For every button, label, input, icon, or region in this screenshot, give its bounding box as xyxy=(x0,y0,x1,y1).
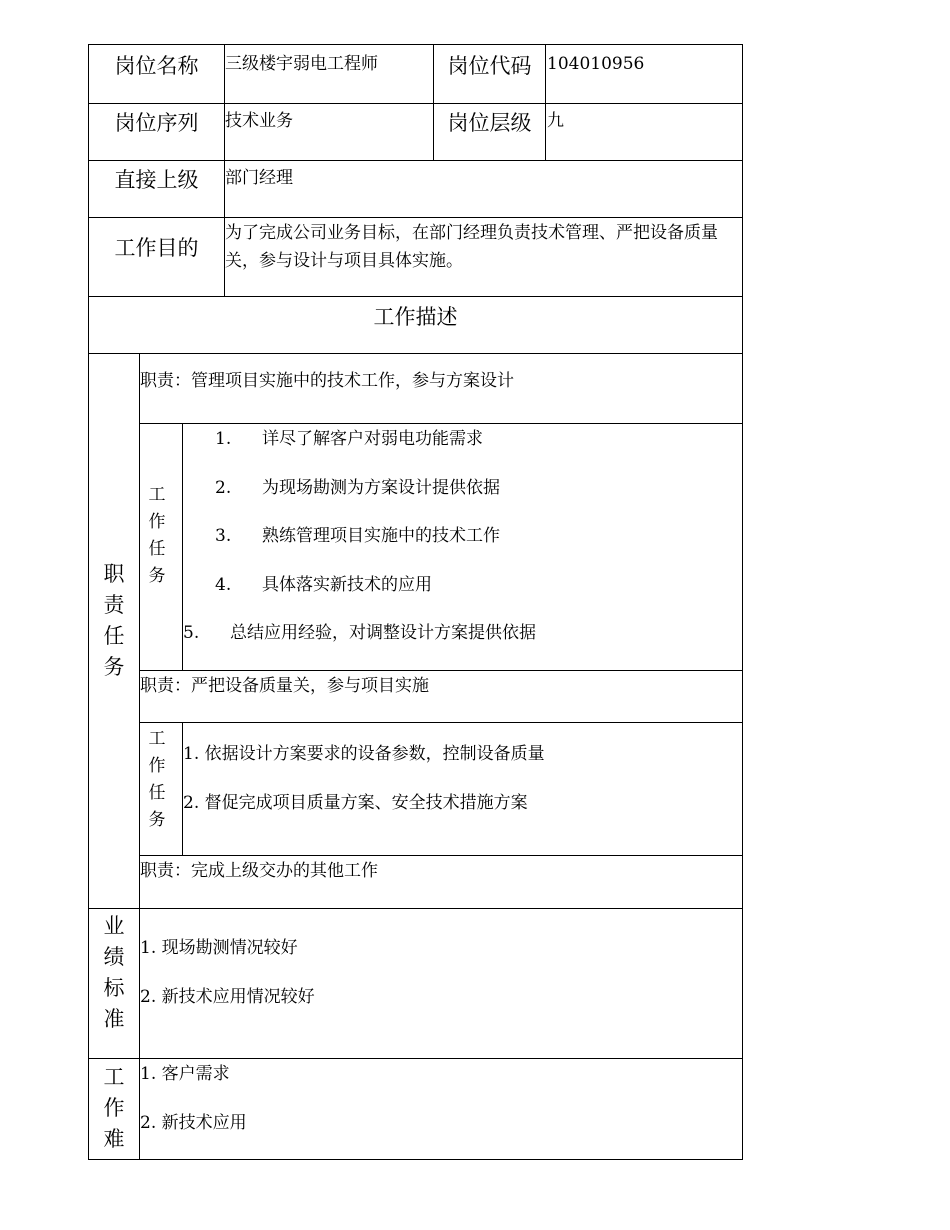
supervisor-label: 直接上级 xyxy=(114,168,199,192)
grid-line xyxy=(88,908,743,909)
position-level-label: 岗位层级 xyxy=(447,111,532,135)
duty1-task-text: 具体落实新技术的应用 xyxy=(262,575,432,595)
duty1-task-label: 工 作 任 务 xyxy=(148,485,166,586)
difficulty-label: 工 作 难 xyxy=(103,1065,125,1151)
grid-line xyxy=(139,423,743,424)
grid-line xyxy=(742,44,743,1160)
grid-line xyxy=(88,1159,743,1160)
duty1-task-num: 5. xyxy=(183,623,200,643)
position-name-value: 三级楼宇弱电工程师 xyxy=(225,54,378,74)
position-series-label: 岗位序列 xyxy=(114,111,199,135)
duty1-task-num: 2. xyxy=(215,478,232,498)
grid-line xyxy=(88,217,743,218)
performance-item: 1. 现场勘测情况较好 xyxy=(140,938,298,958)
position-series-value: 技术业务 xyxy=(225,111,293,131)
duty1-task-num: 3. xyxy=(215,526,232,546)
difficulty-item: 1. 客户需求 xyxy=(140,1064,230,1084)
duty1-task-text: 详尽了解客户对弱电功能需求 xyxy=(262,429,483,449)
duty1-task-num: 1. xyxy=(215,429,232,449)
duty2-title: 职责：严把设备质量关，参与项目实施 xyxy=(140,676,429,696)
duty1-task-text: 为现场勘测为方案设计提供依据 xyxy=(262,478,500,498)
description-title: 工作描述 xyxy=(373,305,458,329)
grid-line xyxy=(88,44,743,45)
position-level-value: 九 xyxy=(547,111,564,131)
purpose-label: 工作目的 xyxy=(114,236,199,260)
grid-line xyxy=(88,353,743,354)
duties-label: 职 责 任 务 xyxy=(103,562,125,679)
duty1-title: 职责：管理项目实施中的技术工作，参与方案设计 xyxy=(140,371,514,391)
grid-line xyxy=(139,855,743,856)
duty1-task-text: 熟练管理项目实施中的技术工作 xyxy=(262,526,500,546)
grid-line xyxy=(88,44,89,1160)
position-name-label: 岗位名称 xyxy=(114,54,199,78)
supervisor-value: 部门经理 xyxy=(225,168,293,188)
grid-line xyxy=(545,44,546,161)
duty3-title: 职责：完成上级交办的其他工作 xyxy=(140,861,378,881)
grid-line xyxy=(139,670,743,671)
grid-line xyxy=(88,160,743,161)
performance-item: 2. 新技术应用情况较好 xyxy=(140,987,315,1007)
difficulty-item: 2. 新技术应用 xyxy=(140,1113,247,1133)
purpose-value: 为了完成公司业务目标，在部门经理负责技术管理、严把设备质量关，参与设计与项目具体实施。 xyxy=(225,223,718,271)
grid-line xyxy=(88,103,743,104)
position-code-value: 104010956 xyxy=(547,54,645,74)
grid-line xyxy=(88,296,743,297)
grid-line xyxy=(88,1058,743,1059)
duty2-task-label: 工 作 任 务 xyxy=(148,729,166,830)
duty2-task: 1. 依据设计方案要求的设备参数，控制设备质量 xyxy=(183,744,545,764)
duty1-task-num: 4. xyxy=(215,575,232,595)
duty2-task: 2. 督促完成项目质量方案、安全技术措施方案 xyxy=(183,793,528,813)
duty1-task-text: 总结应用经验，对调整设计方案提供依据 xyxy=(230,623,536,643)
grid-line xyxy=(139,722,743,723)
position-code-label: 岗位代码 xyxy=(447,54,532,78)
performance-label: 业 绩 标 准 xyxy=(103,914,125,1031)
grid-line xyxy=(139,353,140,1160)
